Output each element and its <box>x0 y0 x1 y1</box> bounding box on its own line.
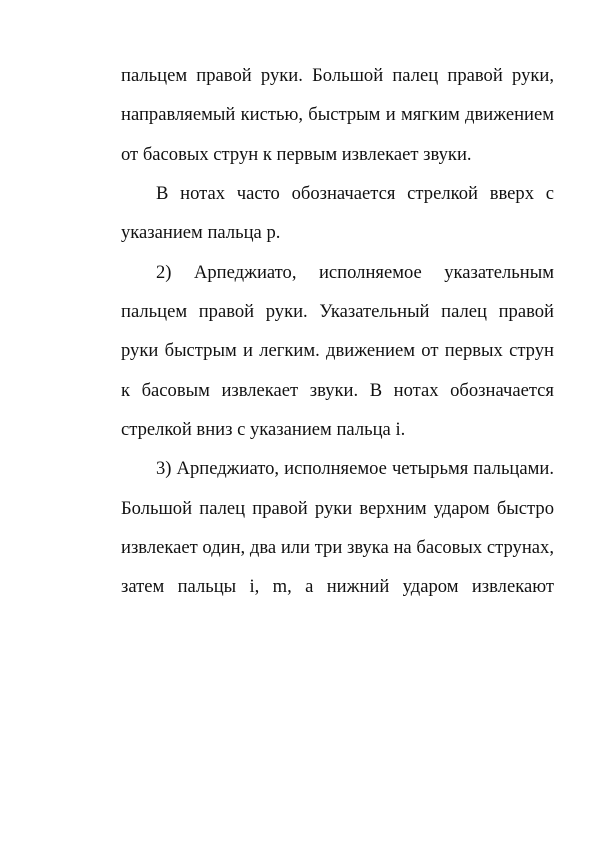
paragraph-2: В нотах часто обозначается стрелкой вверх с указанием пальца p. <box>121 183 554 244</box>
paragraph-4: 3) Арпеджиато, исполняемое четырьмя пальцами. Большой палец правой руки верхним ударом быстро извлекает один, два или три звука на басовых струнах, затем пальцы i, m, а нижний ударом извлекают <box>121 458 554 598</box>
paragraph-1: пальцем правой руки. Большой палец правой руки, направляемый кистью, быстрым и мягким движением от басовых струн к первым извлекает звуки. <box>121 65 554 165</box>
paragraph-3: 2) Арпеджиато, исполняемое указательным пальцем правой руки. Указательный палец правой руки быстрым и легким. движением от первых струн к басовым извлекает звуки. В нотах обозначается стрелкой вниз с указанием пальца i. <box>121 261 554 441</box>
body-text <box>121 56 554 607</box>
